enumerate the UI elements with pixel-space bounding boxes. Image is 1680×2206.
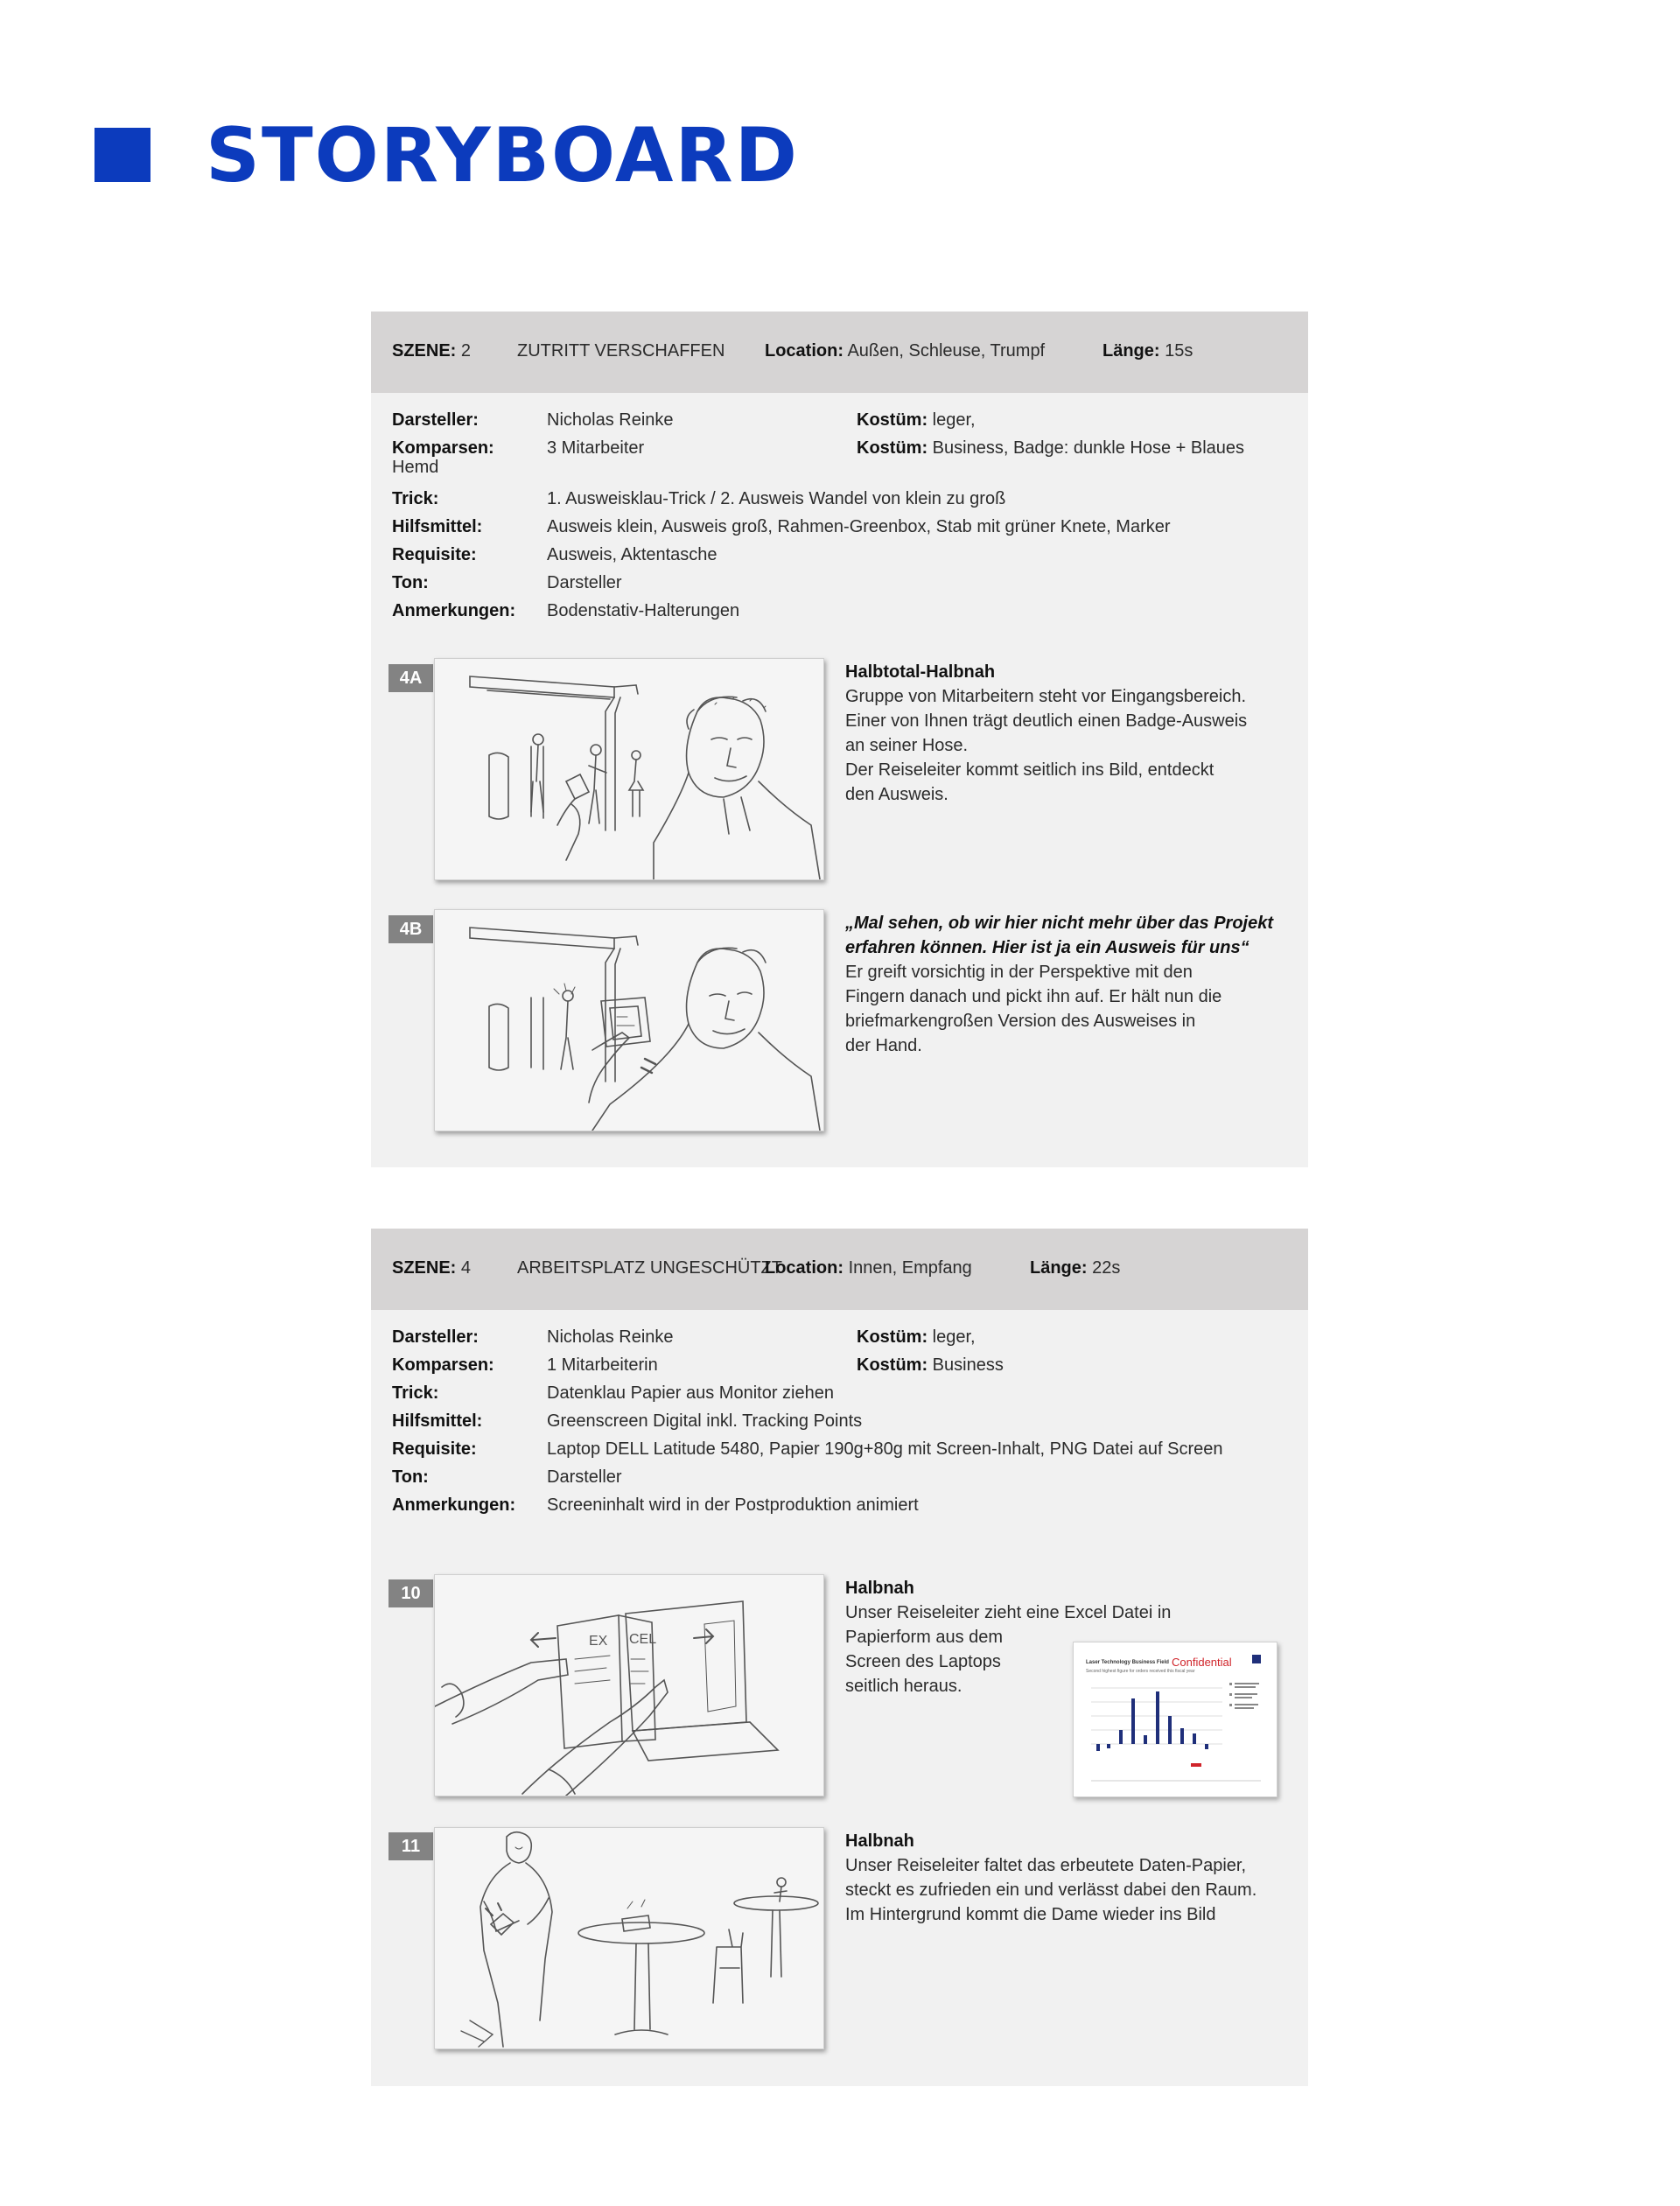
scene-header — [371, 312, 1308, 393]
meta-row-trick — [392, 1379, 1287, 1407]
darsteller-label: Darsteller: — [392, 410, 479, 430]
kostuem-value: leger, — [932, 410, 976, 430]
printout-chart — [1074, 1642, 1277, 1796]
description-line: Gruppe von Mitarbeitern steht vor Eingangsbereich. — [845, 687, 1247, 706]
location-label: Location: — [765, 341, 844, 361]
description-line: Fingern danach und pickt ihn auf. Er hält nun die — [845, 987, 1222, 1006]
kostuem-value: leger, — [932, 1327, 976, 1347]
darsteller-value: Nicholas Reinke — [547, 1327, 674, 1347]
anmerkungen-value: Screeninhalt wird in der Postproduktion animiert — [547, 1495, 919, 1515]
shot-description — [845, 1829, 1256, 1927]
sketch-frame-4b — [434, 909, 824, 1131]
excel-printout — [1073, 1642, 1278, 1797]
ton-label: Ton: — [392, 573, 429, 592]
kostuem-wrap: Hemd — [392, 458, 439, 477]
shot-type: Halbtotal-Halbnah — [845, 662, 996, 682]
shot-description — [845, 911, 1273, 1058]
kostuem-value: Business, Badge: dunkle Hose + Blaues — [932, 438, 1245, 458]
scene-4-card — [371, 1229, 1308, 2086]
darsteller-value: Nicholas Reinke — [547, 410, 674, 430]
darsteller-label: Darsteller: — [392, 1327, 479, 1347]
anmerkungen-label: Anmerkungen: — [392, 601, 516, 620]
meta-row-hilfsmittel — [392, 513, 1287, 541]
printout-logo — [1252, 1655, 1261, 1663]
sketch-illustration — [435, 910, 823, 1131]
sketch-illustration — [435, 1828, 823, 2048]
komparsen-label: Komparsen: — [392, 438, 494, 458]
trick-value: 1. Ausweisklau-Trick / 2. Ausweis Wandel von klein zu groß — [547, 489, 1006, 508]
laenge-label: Länge: — [1030, 1258, 1088, 1278]
requisite-value: Laptop DELL Latitude 5480, Papier 190g+80g mit Screen-Inhalt, PNG Datei auf Screen — [547, 1439, 1223, 1459]
meta-row-darsteller — [392, 1323, 1287, 1351]
location-value: Außen, Schleuse, Trumpf — [847, 341, 1046, 361]
sketch-frame-4a — [434, 658, 824, 880]
location-label: Location: — [765, 1258, 844, 1278]
scene-2-card — [371, 312, 1308, 1167]
ton-value: Darsteller — [547, 573, 622, 592]
printout-legend — [1229, 1683, 1259, 1709]
printout-bars — [1096, 1691, 1208, 1751]
description-line: Im Hintergrund kommt die Dame wieder ins Bild — [845, 1905, 1216, 1924]
requisite-label: Requisite: — [392, 1439, 477, 1459]
description-line: steckt es zufrieden ein und verlässt dabei den Raum. — [845, 1880, 1257, 1900]
description-line: der Hand. — [845, 1036, 922, 1055]
laenge-value: 15s — [1165, 341, 1194, 361]
trick-label: Trick: — [392, 489, 439, 508]
description-line: Unser Reiseleiter zieht eine Excel Datei in — [845, 1603, 1172, 1622]
kostuem-label: Kostüm: — [857, 438, 928, 458]
hilfsmittel-label: Hilfsmittel: — [392, 517, 483, 536]
description-line: Er greift vorsichtig in der Perspektive mit den — [845, 963, 1193, 982]
laenge-value: 22s — [1092, 1258, 1121, 1278]
description-line: Papierform aus dem — [845, 1628, 1004, 1647]
sketch-frame-10 — [434, 1574, 824, 1796]
sketch-text: EX — [589, 1634, 608, 1649]
page-title: STORYBOARD — [206, 112, 800, 200]
shot-type: Halbnah — [845, 1579, 914, 1598]
meta-row-hilfsmittel — [392, 1407, 1287, 1435]
laenge-label: Länge: — [1102, 341, 1160, 361]
scene-title: ARBEITSPLATZ UNGESCHÜTZT — [517, 1258, 782, 1278]
komparsen-label: Komparsen: — [392, 1355, 494, 1375]
meta-row-trick — [392, 485, 1287, 513]
meta-row-requisite — [392, 541, 1287, 569]
description-line: Unser Reiseleiter faltet das erbeutete Daten-Papier, — [845, 1856, 1247, 1875]
printout-highlight — [1191, 1763, 1201, 1767]
description-line: seitlich heraus. — [845, 1677, 962, 1696]
anmerkungen-label: Anmerkungen: — [392, 1495, 516, 1515]
ton-value: Darsteller — [547, 1467, 622, 1487]
requisite-value: Ausweis, Aktentasche — [547, 545, 718, 564]
shot-badge: 11 — [388, 1832, 433, 1860]
printout-title: Laser Technology Business Field — [1086, 1660, 1169, 1665]
description-line: Der Reiseleiter kommt seitlich ins Bild, entdeckt — [845, 760, 1214, 780]
shot-badge: 4B — [388, 915, 433, 943]
sketch-text: CEL — [629, 1632, 657, 1647]
dialog-quote: erfahren können. Hier ist ja ein Ausweis für uns“ — [845, 938, 1250, 957]
meta-row-requisite — [392, 1435, 1287, 1463]
meta-row-komparsen — [392, 1351, 1287, 1379]
shot-badge: 10 — [388, 1579, 433, 1607]
ton-label: Ton: — [392, 1467, 429, 1487]
anmerkungen-value: Bodenstativ-Halterungen — [547, 601, 740, 620]
meta-row-anmerkungen — [392, 597, 1287, 625]
sketch-frame-11 — [434, 1827, 824, 2049]
szene-number: 2 — [460, 341, 472, 361]
printout-stamp: Confidential — [1172, 1656, 1232, 1669]
shot-type: Halbnah — [845, 1831, 914, 1851]
meta-row-anmerkungen — [392, 1491, 1287, 1519]
description-line: Einer von Ihnen trägt deutlich einen Badge-Ausweis — [845, 711, 1248, 731]
kostuem-value: Business — [932, 1355, 1004, 1375]
szene-label: SZENE: — [392, 341, 457, 361]
location-value: Innen, Empfang — [848, 1258, 972, 1278]
hilfsmittel-value: Greenscreen Digital inkl. Tracking Points — [547, 1411, 863, 1431]
description-line: den Ausweis. — [845, 785, 948, 804]
scene-header — [371, 1229, 1308, 1310]
sketch-illustration — [435, 1575, 823, 1796]
shot-description — [845, 660, 1247, 807]
hilfsmittel-value: Ausweis klein, Ausweis groß, Rahmen-Greenbox, Stab mit grüner Knete, Marker — [547, 517, 1171, 536]
description-line: briefmarkengroßen Version des Ausweises in — [845, 1012, 1196, 1031]
trick-label: Trick: — [392, 1383, 439, 1403]
requisite-label: Requisite: — [392, 545, 477, 564]
kostuem-label: Kostüm: — [857, 1327, 928, 1347]
komparsen-value: 1 Mitarbeiterin — [547, 1355, 658, 1375]
scene-title: ZUTRITT VERSCHAFFEN — [517, 341, 725, 361]
shot-badge: 4A — [388, 664, 433, 692]
printout-subtitle: Second highest figure for orders received this fiscal year — [1086, 1669, 1195, 1674]
meta-row-darsteller — [392, 406, 1287, 434]
meta-row-ton — [392, 569, 1287, 597]
title-square-icon — [94, 128, 150, 182]
trick-value: Datenklau Papier aus Monitor ziehen — [547, 1383, 834, 1403]
kostuem-label: Kostüm: — [857, 1355, 928, 1375]
hilfsmittel-label: Hilfsmittel: — [392, 1411, 483, 1431]
szene-label: SZENE: — [392, 1258, 457, 1278]
szene-number: 4 — [460, 1258, 472, 1278]
komparsen-value: 3 Mitarbeiter — [547, 438, 645, 458]
dialog-quote: „Mal sehen, ob wir hier nicht mehr über das Projekt — [845, 914, 1274, 933]
kostuem-label: Kostüm: — [857, 410, 928, 430]
meta-row-komparsen — [392, 434, 1287, 462]
description-line: an seiner Hose. — [845, 736, 969, 755]
description-line: Screen des Laptops — [845, 1652, 1001, 1671]
meta-row-ton — [392, 1463, 1287, 1491]
sketch-illustration — [435, 659, 823, 879]
